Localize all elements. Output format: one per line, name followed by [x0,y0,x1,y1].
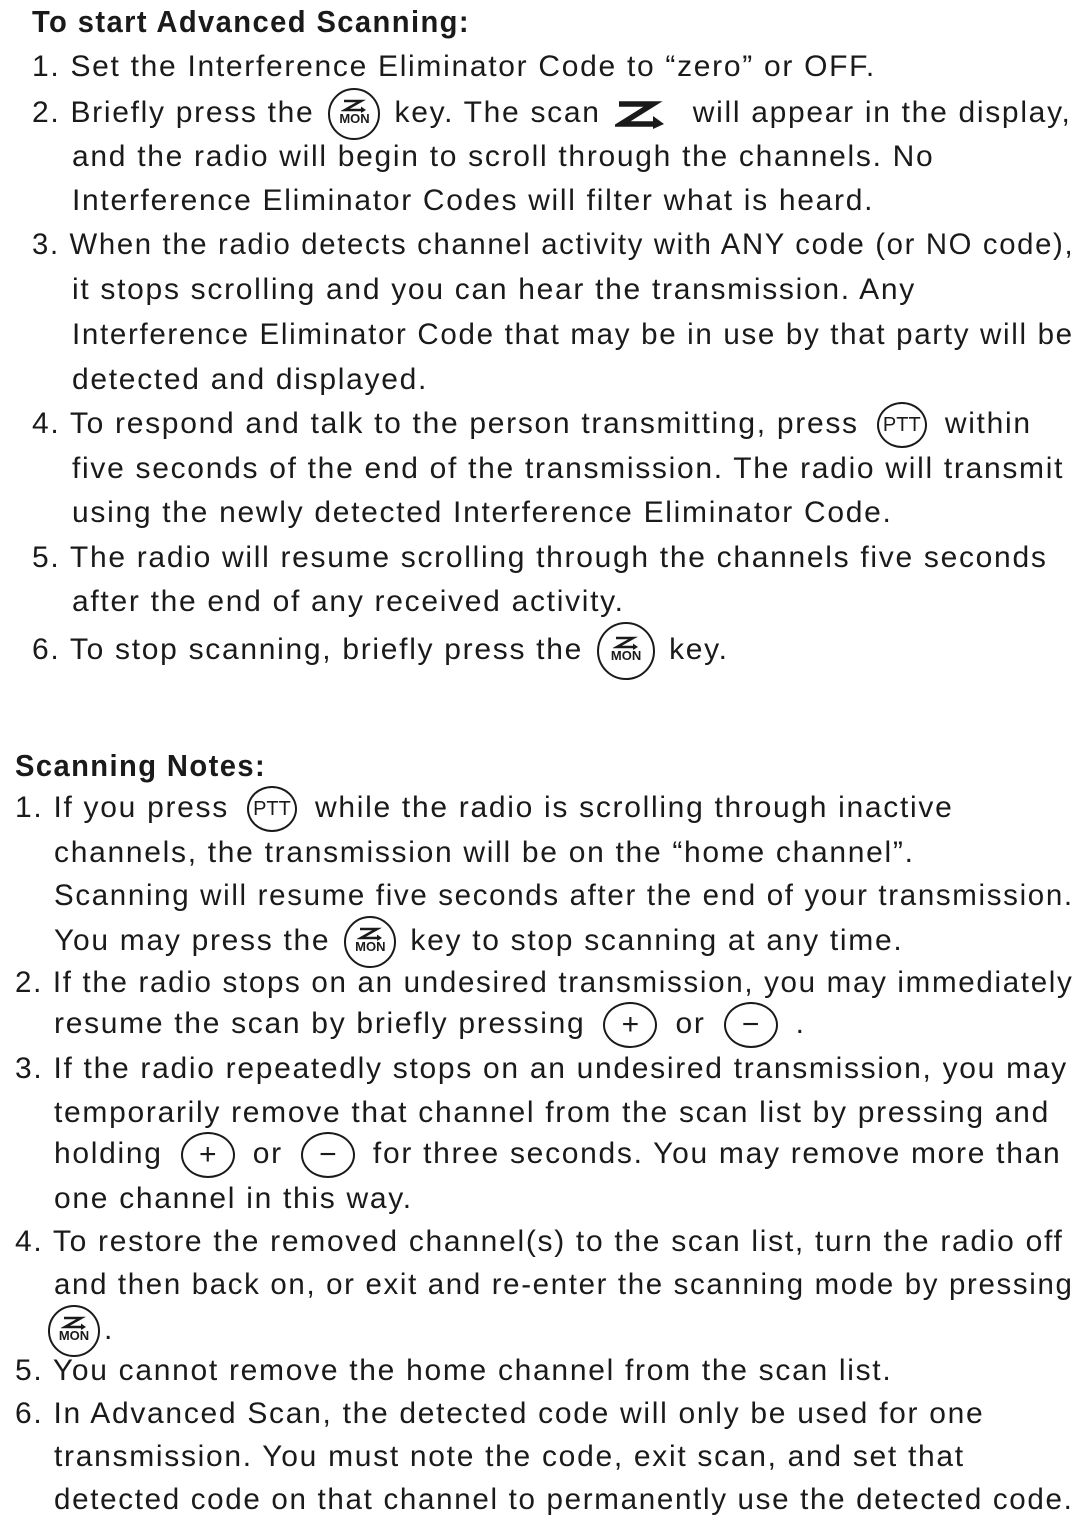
text: it stops scrolling and you can hear the transmission. Any [72,273,916,306]
note-line [54,1268,1074,1302]
adv-step-4-line [32,402,1032,448]
adv-line [72,273,916,307]
text: after the end of any received activity. [72,585,625,618]
text: Interference Eliminator Codes will filter what is heard. [72,184,875,217]
text: . [795,1006,806,1040]
text: . [104,1312,115,1346]
plus-key-icon: + [603,1002,657,1048]
note-2-line [15,966,1074,1000]
adv-line [72,452,1064,486]
scan-indicator-icon [615,99,665,129]
note-line [54,1132,1061,1178]
note-line [54,1440,965,1474]
note-line [54,879,1074,913]
note-line [54,1182,413,1216]
mon-label: MON [610,648,642,663]
text: detected code on that channel to permanently use the detected code. [54,1483,1074,1516]
text: within [944,406,1032,440]
minus-key-icon: − [724,1002,778,1048]
text: 3. If the radio repeatedly stops on an undesired transmission, you may [15,1052,1068,1085]
adv-line [72,496,893,530]
text: key. The scan [394,95,601,129]
text: using the newly detected Interference Eliminator Code. [72,496,893,529]
note-6-line [15,1397,984,1431]
text: channels, the transmission will be on the “home channel”. [54,836,915,869]
text: 2. Briefly press the [32,95,315,129]
text: 2. If the radio stops on an undesired transmission, you may immediately [15,966,1074,999]
ptt-key-icon: PTT [247,786,297,832]
adv-line [72,585,625,619]
text: You may press the [54,923,331,957]
text: and then back on, or exit and re-enter the scanning mode by pressing [54,1268,1074,1301]
text: Interference Eliminator Code that may be in use by that party will be [72,318,1074,351]
adv-step-1-line [32,50,876,84]
adv-line [72,140,934,174]
text: for three seconds. You may remove more than [372,1136,1062,1170]
text: will appear in the display, [692,95,1072,129]
note-line [54,1002,806,1048]
text: transmission. You must note the code, exit scan, and set that [54,1440,965,1473]
note-4-line [15,1225,1064,1259]
text: 4. To respond and talk to the person transmitting, press [32,406,859,440]
mon-label: MON [355,939,386,954]
mon-label: MON [58,1328,90,1343]
text: 3. When the radio detects channel activity with ANY code (or NO code), [32,228,1075,261]
note-line [54,1096,1050,1130]
mon-key-icon [48,1305,100,1357]
advanced-scanning-title: To start Advanced Scanning: [32,4,470,39]
adv-line [72,363,428,397]
text: temporarily remove that channel from the scan list by pressing and [54,1096,1050,1129]
mon-key-icon [344,916,396,968]
text: 1. If you press [15,790,229,824]
adv-line [72,318,1074,352]
minus-key-icon: − [301,1132,355,1178]
note-line [48,1305,114,1357]
text: 6. In Advanced Scan, the detected code will only be used for one [15,1397,985,1430]
adv-step-6-line [32,622,729,680]
mon-key-icon [328,88,380,140]
mon-label: MON [339,111,370,126]
note-line [54,836,915,870]
text: 5. You cannot remove the home channel from the scan list. [15,1354,893,1387]
adv-step-3-line [32,228,1074,262]
text: 4. To restore the removed channel(s) to the scan list, turn the radio off [15,1225,1064,1258]
text: key to stop scanning at any time. [410,923,904,957]
text: 6. To stop scanning, briefly press the [32,632,583,666]
text: one channel in this way. [54,1182,413,1215]
note-1-line [15,786,954,832]
text: while the radio is scrolling through inactive [315,790,954,824]
text: or [252,1136,283,1170]
text: or [675,1006,706,1040]
text: and the radio will begin to scroll through the channels. No [72,140,935,173]
scanning-notes-title: Scanning Notes: [15,748,267,783]
text: holding [54,1136,163,1170]
note-line [54,1483,1074,1517]
text: 1. Set the Interference Eliminator Code to “zero” or OFF. [32,50,876,83]
note-3-line [15,1052,1068,1086]
text: Scanning will resume five seconds after the end of your transmission. [54,879,1074,912]
text: five seconds of the end of the transmission. The radio will transmit [72,452,1065,485]
note-5-line [15,1354,892,1388]
mon-key-icon [597,622,655,680]
plus-key-icon: + [181,1132,235,1178]
ptt-key-icon: PTT [877,402,927,448]
adv-step-2-line [32,88,1072,140]
note-line [54,916,903,968]
text: detected and displayed. [72,363,429,396]
text: key. [669,632,729,666]
adv-line [72,184,874,218]
text: resume the scan by briefly pressing [54,1006,586,1040]
adv-step-5-line [32,541,1048,575]
text: 5. The radio will resume scrolling through the channels five seconds [32,541,1048,574]
